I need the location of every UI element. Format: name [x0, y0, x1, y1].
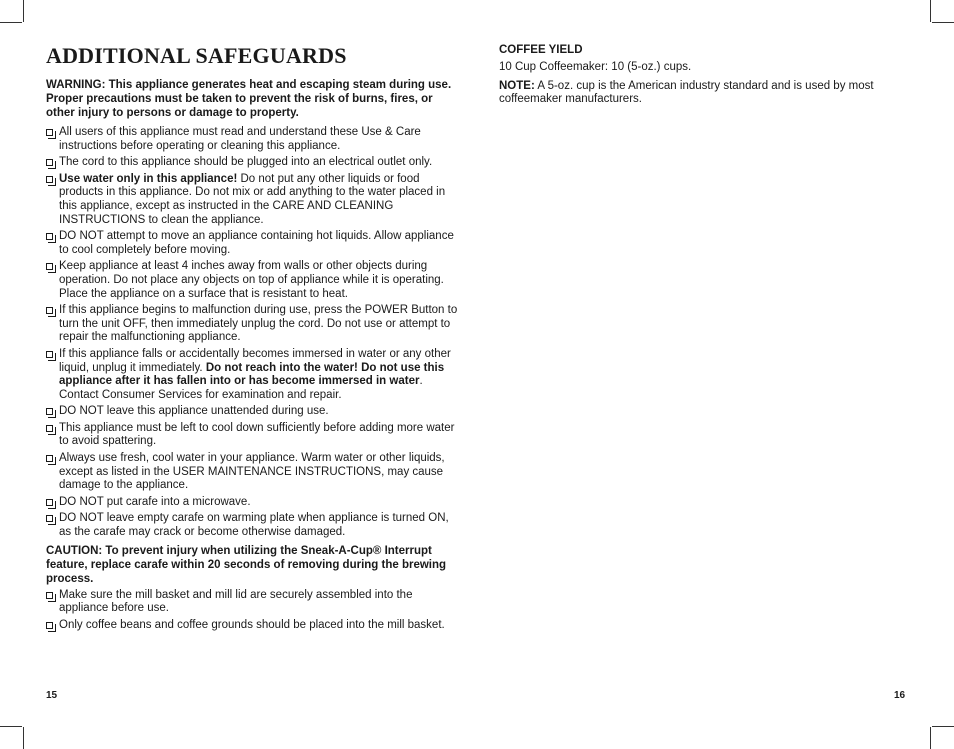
- list-item: This appliance must be left to cool down sufficiently before adding more water to avoid spattering.: [46, 422, 460, 449]
- checkbox-bullet-icon: [46, 499, 53, 506]
- crop-mark: [23, 727, 24, 749]
- warning-text: WARNING: This appliance generates heat and escaping steam during use. Proper precautions must be taken to prevent the risk of burns, fires, or other injury to persons or damage to property.: [46, 79, 452, 119]
- list-item: Keep appliance at least 4 inches away from walls or other objects during operation. Do not place any objects on top of appliance while it is operating. Place the appliance on a surface that is resistant to heat.: [46, 260, 460, 301]
- checkbox-bullet-icon: [46, 425, 53, 432]
- list-item: If this appliance begins to malfunction during use, press the POWER Button to turn the unit OFF, then immediately unplug the cord. Do not use or attempt to repair the malfunctioning appliance.: [46, 304, 460, 345]
- mill-list: [46, 589, 460, 633]
- note-text: NOTE: A 5-oz. cup is the American industry standard and is used by most coffeemaker manufacturers.: [499, 79, 874, 106]
- crop-mark: [932, 22, 954, 23]
- crop-mark: [932, 726, 954, 727]
- checkbox-bullet-icon: [46, 622, 53, 629]
- checkbox-bullet-icon: [46, 129, 53, 136]
- checkbox-bullet-icon: [46, 176, 53, 183]
- crop-mark: [930, 727, 931, 749]
- checkbox-bullet-icon: [46, 408, 53, 415]
- checkbox-bullet-icon: [46, 592, 53, 599]
- checkbox-bullet-icon: [46, 455, 53, 462]
- crop-mark: [23, 0, 24, 22]
- safeguard-list: [46, 126, 460, 540]
- list-item: DO NOT leave this appliance unattended during use.: [46, 405, 460, 419]
- crop-mark: [0, 22, 22, 23]
- page-number-right: 16: [894, 690, 906, 701]
- checkbox-bullet-icon: [46, 307, 53, 314]
- coffee-yield-text: 10 Cup Coffeemaker: 10 (5-oz.) cups.: [499, 61, 692, 73]
- checkbox-bullet-icon: [46, 515, 53, 522]
- crop-mark: [930, 0, 931, 22]
- coffee-yield-heading: COFFEE YIELD: [499, 44, 583, 56]
- checkbox-bullet-icon: [46, 159, 53, 166]
- list-item: If this appliance falls or accidentally becomes immersed in water or any other liquid, unplug it immediately. Do not reach into the water! Do not use this appliance after it has fallen into or has become immersed in water. Contact Consumer Services for examination and repair.: [46, 348, 460, 402]
- list-item: Make sure the mill basket and mill lid are securely assembled into the appliance before use.: [46, 589, 460, 616]
- checkbox-bullet-icon: [46, 233, 53, 240]
- list-item: Always use fresh, cool water in your appliance. Warm water or other liquids, except as listed in the USER MAINTENANCE INSTRUCTIONS, may cause damage to the appliance.: [46, 452, 460, 493]
- list-item: DO NOT leave empty carafe on warming plate when appliance is turned ON, as the carafe may crack or become otherwise damaged.: [46, 512, 460, 539]
- list-item: DO NOT put carafe into a microwave.: [46, 496, 460, 510]
- crop-mark: [0, 726, 22, 727]
- list-item: DO NOT attempt to move an appliance containing hot liquids. Allow appliance to cool completely before moving.: [46, 230, 460, 257]
- checkbox-bullet-icon: [46, 263, 53, 270]
- page-heading: ADDITIONAL SAFEGUARDS: [46, 43, 347, 68]
- caution-text: CAUTION: To prevent injury when utilizing the Sneak-A-Cup® Interrupt feature, replace carafe within 20 seconds of removing during the brewing process.: [46, 544, 447, 585]
- list-item: Only coffee beans and coffee grounds should be placed into the mill basket.: [46, 619, 460, 633]
- list-item: All users of this appliance must read and understand these Use & Care instructions before operating or cleaning this appliance.: [46, 126, 460, 153]
- right-page: [499, 43, 919, 112]
- list-item: The cord to this appliance should be plugged into an electrical outlet only.: [46, 156, 460, 170]
- checkbox-bullet-icon: [46, 351, 53, 358]
- list-item: Use water only in this appliance! Do not put any other liquids or food products in this appliance. Do not mix or add anything to the water placed in this appliance, except as instructed in the CARE AND CLEANING INSTRUCTIONS to clean the appliance.: [46, 173, 460, 227]
- page-number-left: 15: [46, 690, 58, 701]
- left-page: [46, 44, 460, 635]
